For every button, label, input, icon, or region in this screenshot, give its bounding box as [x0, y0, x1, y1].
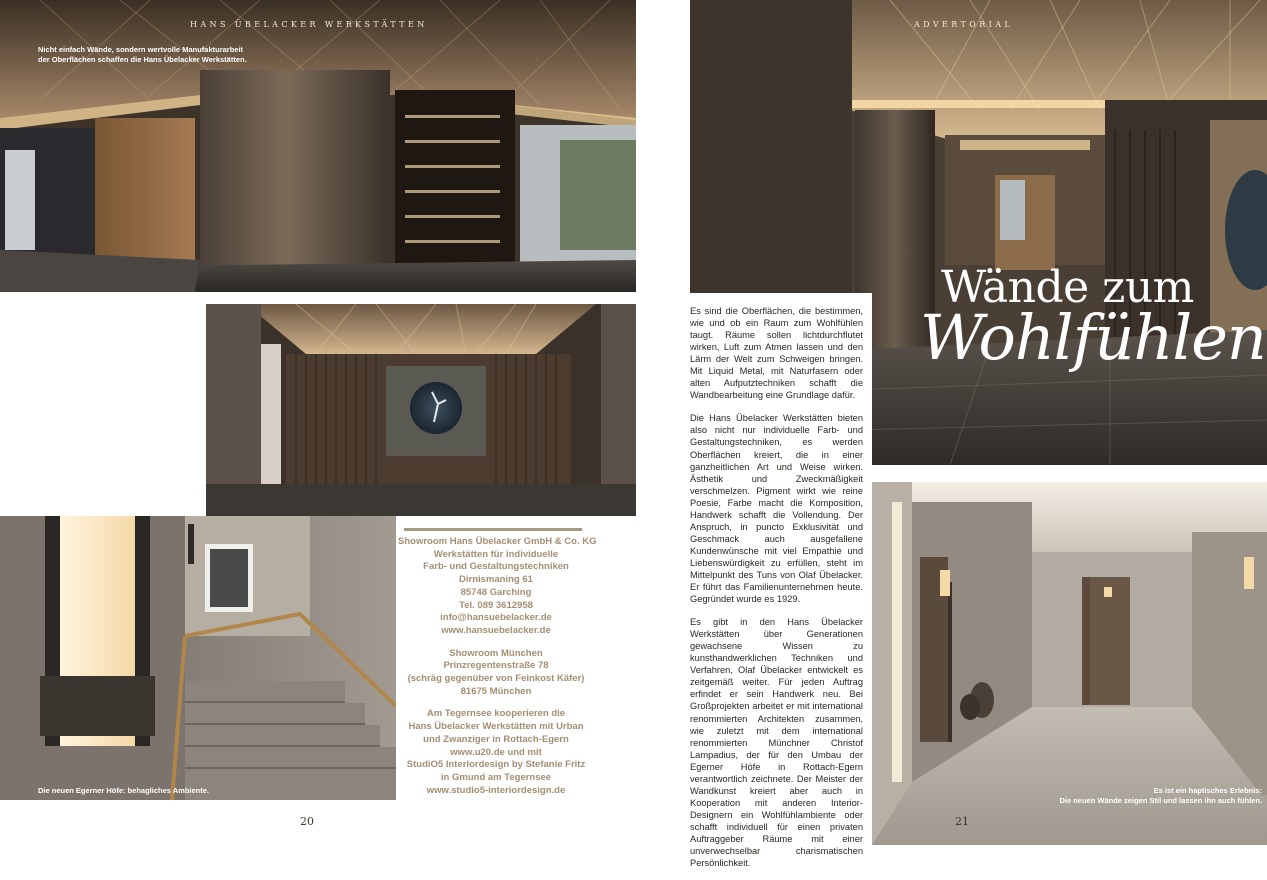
lobby-photo [0, 0, 636, 292]
info-line: www.studio5-interiordesign.de [426, 784, 566, 796]
info-line: in Gmund am Tegernsee [440, 771, 552, 783]
info-line: Farb- und Gestaltungstechniken [423, 561, 569, 573]
staircase-caption: Die neuen Egerner Höfe: behagliches Ambiente. [38, 786, 210, 795]
article-paragraph: Es sind die Oberflächen, die bestimmen, wie und ob ein Raum zum Wohlfühlen taugt. Räume sollen lichtdurchflutet wirken, Luft zum Atmen lassen und den Lärm der Welt zum Schweigen bringen. Mit Liquid Metal, mit Naturfasern oder alten Aufputztechniken schafft die Wandbearbeitung eine Grundlage dafür. [690, 306, 863, 401]
info-line: und Zwanziger in Rottach-Egern [423, 733, 569, 745]
info-line: Tel. 089 3612958 [459, 599, 533, 611]
info-line: (schräg gegenüber von Feinkost Käfer) [407, 673, 585, 685]
article-body [690, 305, 863, 880]
page-number-right: 21 [955, 815, 969, 828]
headline-line-1: Wände zum [941, 262, 1194, 313]
running-head-right: ADVERTORIAL [914, 20, 1014, 29]
info-line: Werkstätten für individuelle [433, 548, 559, 560]
page-gutter [636, 0, 690, 845]
hallway-caption [1022, 786, 1262, 806]
info-line: Am Tegernsee kooperieren die [426, 708, 566, 720]
hallway-caption-line-2: Die neuen Wände zeigen Stil und lassen ihn auch fühlen. [1059, 796, 1262, 805]
hallway-caption-line-1: Es ist ein haptisches Erlebnis: [1153, 786, 1262, 795]
top-caption-line-1: Nicht einfach Wände, sondern wertvolle Manufakturarbeit [38, 45, 244, 54]
contact-info-box [398, 516, 636, 800]
article-column [690, 293, 872, 869]
page-number-left: 20 [300, 815, 314, 828]
info-line: Showroom Hans Übelacker GmbH & Co. KG [398, 536, 597, 547]
info-line: Showroom München [449, 647, 543, 659]
info-line: 85748 Garching [460, 586, 532, 598]
info-paragraph [398, 536, 597, 638]
article-paragraph: Die Hans Übelacker Werkstätten bieten also nicht nur individuelle Farb- und Gestaltungstechniken, es werden Oberflächen kreiert, die in einer ganzheitlichen Art und Weise wirken. Ästhetik und Zweckmäßigkeit verschmelzen. Pigment wirkt wie reine Poesie, Farbe macht die Komposition, Handwerk schafft die Vollendung. Der Anspruch, in puncto Exklusivität und Geschmack auch ausgefallene Kundenwünsche mit viel Empathie und Liebenswürdigkeit zu erfüllen, steht im Mittelpunkt des Tuns von Olaf Übelacker. Er führt das Familienunternehmen heute. Gegründet wurde es 1929. [690, 413, 863, 605]
info-line: Prinzregentenstraße 78 [443, 660, 549, 672]
left-page [0, 0, 636, 845]
info-line: StudiO5 Interiordesign by Stefanie Fritz [406, 759, 586, 771]
info-box-top-rule [404, 528, 582, 531]
contact-info-text [398, 536, 597, 807]
info-line: www.hansuebelacker.de [441, 624, 551, 636]
info-paragraph [398, 648, 594, 699]
running-head-left: HANS ÜBELACKER WERKSTÄTTEN [190, 20, 428, 29]
info-line: 81675 München [460, 685, 532, 697]
info-line: info@hansuebelacker.de [440, 612, 552, 624]
top-caption-line-2: der Oberflächen schaffen die Hans Übelacker Werkstätten. [38, 55, 247, 64]
info-line: www.u20.de und mit [450, 746, 542, 758]
info-line: Dirnismaning 61 [459, 574, 533, 586]
top-photo-caption [38, 45, 247, 65]
art-wall-photo [206, 304, 636, 516]
info-paragraph [398, 708, 594, 797]
staircase-photo [0, 516, 396, 800]
info-line: Hans Übelacker Werkstätten mit Urban [408, 721, 584, 733]
headline-line-2: Wohlfühlen [920, 301, 1266, 374]
article-paragraph: Es gibt in den Hans Übelacker Werkstätten über Generationen gewachsene Wissen zu kunsthandwerklichen Techniken und Verfahren, Olaf Übelacker entwickelt es zeitgemäß weiter. Für jeden Auftrag erfindet er sein Handwerk neu. Bei Großprojekten arbeitet er mit international renommierten Architekten zusammen, wie zuletzt mit dem international renommierten Münchner Christof Lampadius, der für den Umbau der Egerner Höfe in Rottach-Egern verantwortlich zeichnete. Der Meister der Wandkunst kreiert aber auch in Kooperation mit anderen Interior-Designern ein Wohlfühlambiente oder schafft individuell für einen privaten Auftraggeber Räume mit einer unverwechselbar charismatischen Persönlichkeit. [690, 617, 863, 869]
